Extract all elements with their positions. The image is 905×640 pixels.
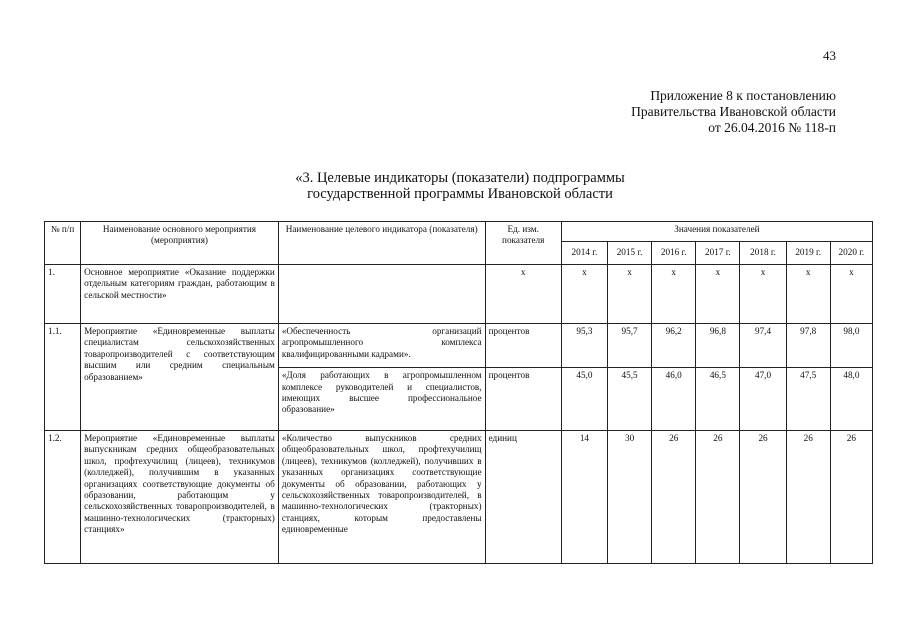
row-value: 96,2 [652, 324, 696, 368]
row-indicator: «Обеспеченность организаций агропромышленного комплекса квалифицированными кадрами». [278, 324, 485, 368]
header-num: № п/п [45, 222, 81, 265]
row-value: 14 [561, 431, 607, 564]
header-unit: Ед. изм. показателя [485, 222, 561, 265]
row-indicator: «Доля работающих в агропромышленном комплексе руководителей и специалистов, имеющих высшее профессиональное образование» [278, 368, 485, 431]
row-indicator [278, 265, 485, 324]
row-unit: единиц [485, 431, 561, 564]
row-value: 47,0 [740, 368, 786, 431]
row-unit: процентов [485, 368, 561, 431]
row-value: 26 [652, 431, 696, 564]
row-value: 97,8 [786, 324, 830, 368]
row-value: 26 [740, 431, 786, 564]
row-event: Мероприятие «Единовременные выплаты выпускникам средних общеобразовательных школ, профтехучилищ (лицеев), техникумов (колледжей), получившим в указанных организациях соответствующие документы об образовании, работающим у сельскохозяйственных товаропроизводителей, в машинно-технологических (тракторных) станциях» [81, 431, 279, 564]
row-value: х [607, 265, 651, 324]
title-line-2: государственной программы Ивановской области [307, 186, 613, 202]
header-event: Наименование основного мероприятия (мероприятия) [81, 222, 279, 265]
row-value: 45,5 [607, 368, 651, 431]
table-row [45, 324, 873, 368]
appendix-line-1: Приложение 8 к постановлению [650, 88, 836, 103]
row-value: 96,8 [696, 324, 740, 368]
row-value: 30 [607, 431, 651, 564]
appendix-line-2: Правительства Ивановской области [631, 104, 836, 119]
row-value: 46,5 [696, 368, 740, 431]
row-num: 1.2. [45, 431, 81, 564]
document-title [160, 170, 760, 202]
row-value: 95,3 [561, 324, 607, 368]
row-value: х [561, 265, 607, 324]
row-value: 48,0 [830, 368, 872, 431]
table-header-row [45, 222, 873, 242]
row-indicator: «Количество выпускников средних общеобразовательных школ, профтехучилищ (лицеев), техникумов (колледжей), получивших в указанных организациях соответствующие документы об образовании, работающих у сельскохозяйственных товаропроизводителей, в машинно-технологических (тракторных) станциях, которым предоставлены единовременные [278, 431, 485, 564]
row-value: х [696, 265, 740, 324]
appendix-line-3: от 26.04.2016 № 118-п [708, 120, 836, 135]
header-year: 2016 г. [652, 242, 696, 265]
row-value: 26 [830, 431, 872, 564]
title-line-1: «3. Целевые индикаторы (показатели) подпрограммы [295, 170, 625, 186]
row-value: 47,5 [786, 368, 830, 431]
header-year: 2019 г. [786, 242, 830, 265]
table-row [45, 431, 873, 564]
row-unit: процентов [485, 324, 561, 368]
page-number: 43 [823, 48, 836, 63]
row-num: 1.1. [45, 324, 81, 431]
header-year: 2017 г. [696, 242, 740, 265]
header-values: Значения показателей [561, 222, 872, 242]
row-value: 45,0 [561, 368, 607, 431]
row-num: 1. [45, 265, 81, 324]
header-indicator: Наименование целевого индикатора (показателя) [278, 222, 485, 265]
table-row [45, 265, 873, 324]
row-event: Основное мероприятие «Оказание поддержки отдельным категориям граждан, работающим в сельской местности» [81, 265, 279, 324]
appendix-reference [500, 88, 836, 136]
header-year: 2018 г. [740, 242, 786, 265]
row-value: 26 [696, 431, 740, 564]
row-value: х [740, 265, 786, 324]
header-year: 2015 г. [607, 242, 651, 265]
header-year: 2014 г. [561, 242, 607, 265]
row-value: 26 [786, 431, 830, 564]
row-unit: х [485, 265, 561, 324]
row-value: 97,4 [740, 324, 786, 368]
row-value: х [652, 265, 696, 324]
row-value: 46,0 [652, 368, 696, 431]
row-value: х [786, 265, 830, 324]
indicators-table [44, 221, 873, 564]
header-year: 2020 г. [830, 242, 872, 265]
row-value: х [830, 265, 872, 324]
row-event: Мероприятие «Единовременные выплаты специалистам сельскохозяйственных товаропроизводителей с соответствующим высшим или средним специальным образованием» [81, 324, 279, 431]
row-value: 95,7 [607, 324, 651, 368]
row-value: 98,0 [830, 324, 872, 368]
